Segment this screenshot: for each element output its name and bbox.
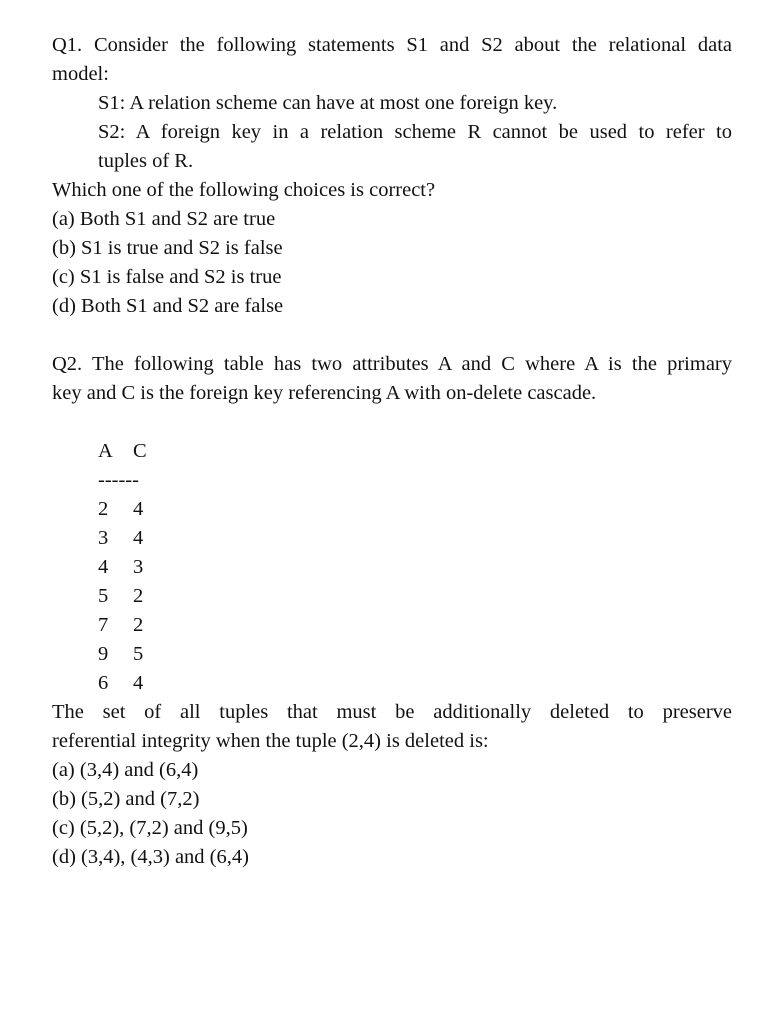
- q2-option-a: (a) (3,4) and (6,4): [52, 759, 199, 781]
- table-cell-a: 6: [98, 672, 109, 694]
- q2-option-b: (b) (5,2) and (7,2): [52, 788, 200, 810]
- document-page: [52, 31, 732, 872]
- q1-statement-s1: S1: A relation scheme can have at most one foreign key.: [98, 92, 558, 114]
- table-row: [98, 669, 732, 698]
- table-cell-c: 4: [133, 672, 144, 694]
- q1-statement-s2-line-1: [52, 118, 732, 147]
- q1-stem-line-1: Q1. Consider the following statements S1 and S2 about the relational data: [52, 34, 732, 56]
- table-cell-c: 2: [133, 614, 144, 636]
- table-header-row: [98, 437, 732, 466]
- table-cell-c: 4: [133, 498, 144, 520]
- table-header-c: C: [133, 440, 147, 462]
- table-cell-a: 7: [98, 614, 109, 636]
- q2-stem-line-2: key and C is the foreign key referencing A with on-delete cascade.: [52, 382, 597, 404]
- q2-question-line-2: referential integrity when the tuple (2,4) is deleted is:: [52, 730, 489, 752]
- q1-stem-line-2: model:: [52, 63, 109, 85]
- q1-statement-s2-text: S2: A foreign key in a relation scheme R cannot be used to refer to: [98, 121, 732, 143]
- q1-option-b: (b) S1 is true and S2 is false: [52, 237, 283, 259]
- question-2: [52, 350, 732, 872]
- q2-stem-line-1: Q2. The following table has two attributes A and C where A is the primary: [52, 353, 732, 375]
- q1-option-c: (c) S1 is false and S2 is true: [52, 266, 282, 288]
- table-cell-a: 5: [98, 585, 109, 607]
- table-header-a: A: [98, 440, 113, 462]
- table-row: [98, 582, 732, 611]
- table-cell-c: 4: [133, 527, 144, 549]
- q1-statement-s2-line-2: tuples of R.: [98, 150, 194, 172]
- q1-option-a: (a) Both S1 and S2 are true: [52, 208, 276, 230]
- table-separator: [98, 466, 732, 495]
- q2-option-d: (d) (3,4), (4,3) and (6,4): [52, 846, 249, 868]
- q1-option-d: (d) Both S1 and S2 are false: [52, 295, 284, 317]
- table-cell-c: 5: [133, 643, 144, 665]
- table-cell-a: 3: [98, 527, 109, 549]
- question-1: [52, 31, 732, 321]
- table-row: [98, 524, 732, 553]
- q1-question: Which one of the following choices is correct?: [52, 179, 436, 201]
- table-row: [98, 495, 732, 524]
- table-row: [98, 611, 732, 640]
- spacer: [52, 408, 732, 437]
- q2-question-line-1: The set of all tuples that must be additionally deleted to preserve: [52, 701, 732, 723]
- q2-option-c: (c) (5,2), (7,2) and (9,5): [52, 817, 248, 839]
- table-cell-a: 9: [98, 643, 109, 665]
- table-separator-text: ------: [98, 469, 139, 491]
- spacer: [52, 321, 732, 350]
- table-cell-a: 2: [98, 498, 109, 520]
- table-row: [98, 640, 732, 669]
- table-cell-a: 4: [98, 556, 109, 578]
- table-cell-c: 3: [133, 556, 144, 578]
- table-row: [98, 553, 732, 582]
- relation-table: [52, 437, 732, 698]
- table-cell-c: 2: [133, 585, 144, 607]
